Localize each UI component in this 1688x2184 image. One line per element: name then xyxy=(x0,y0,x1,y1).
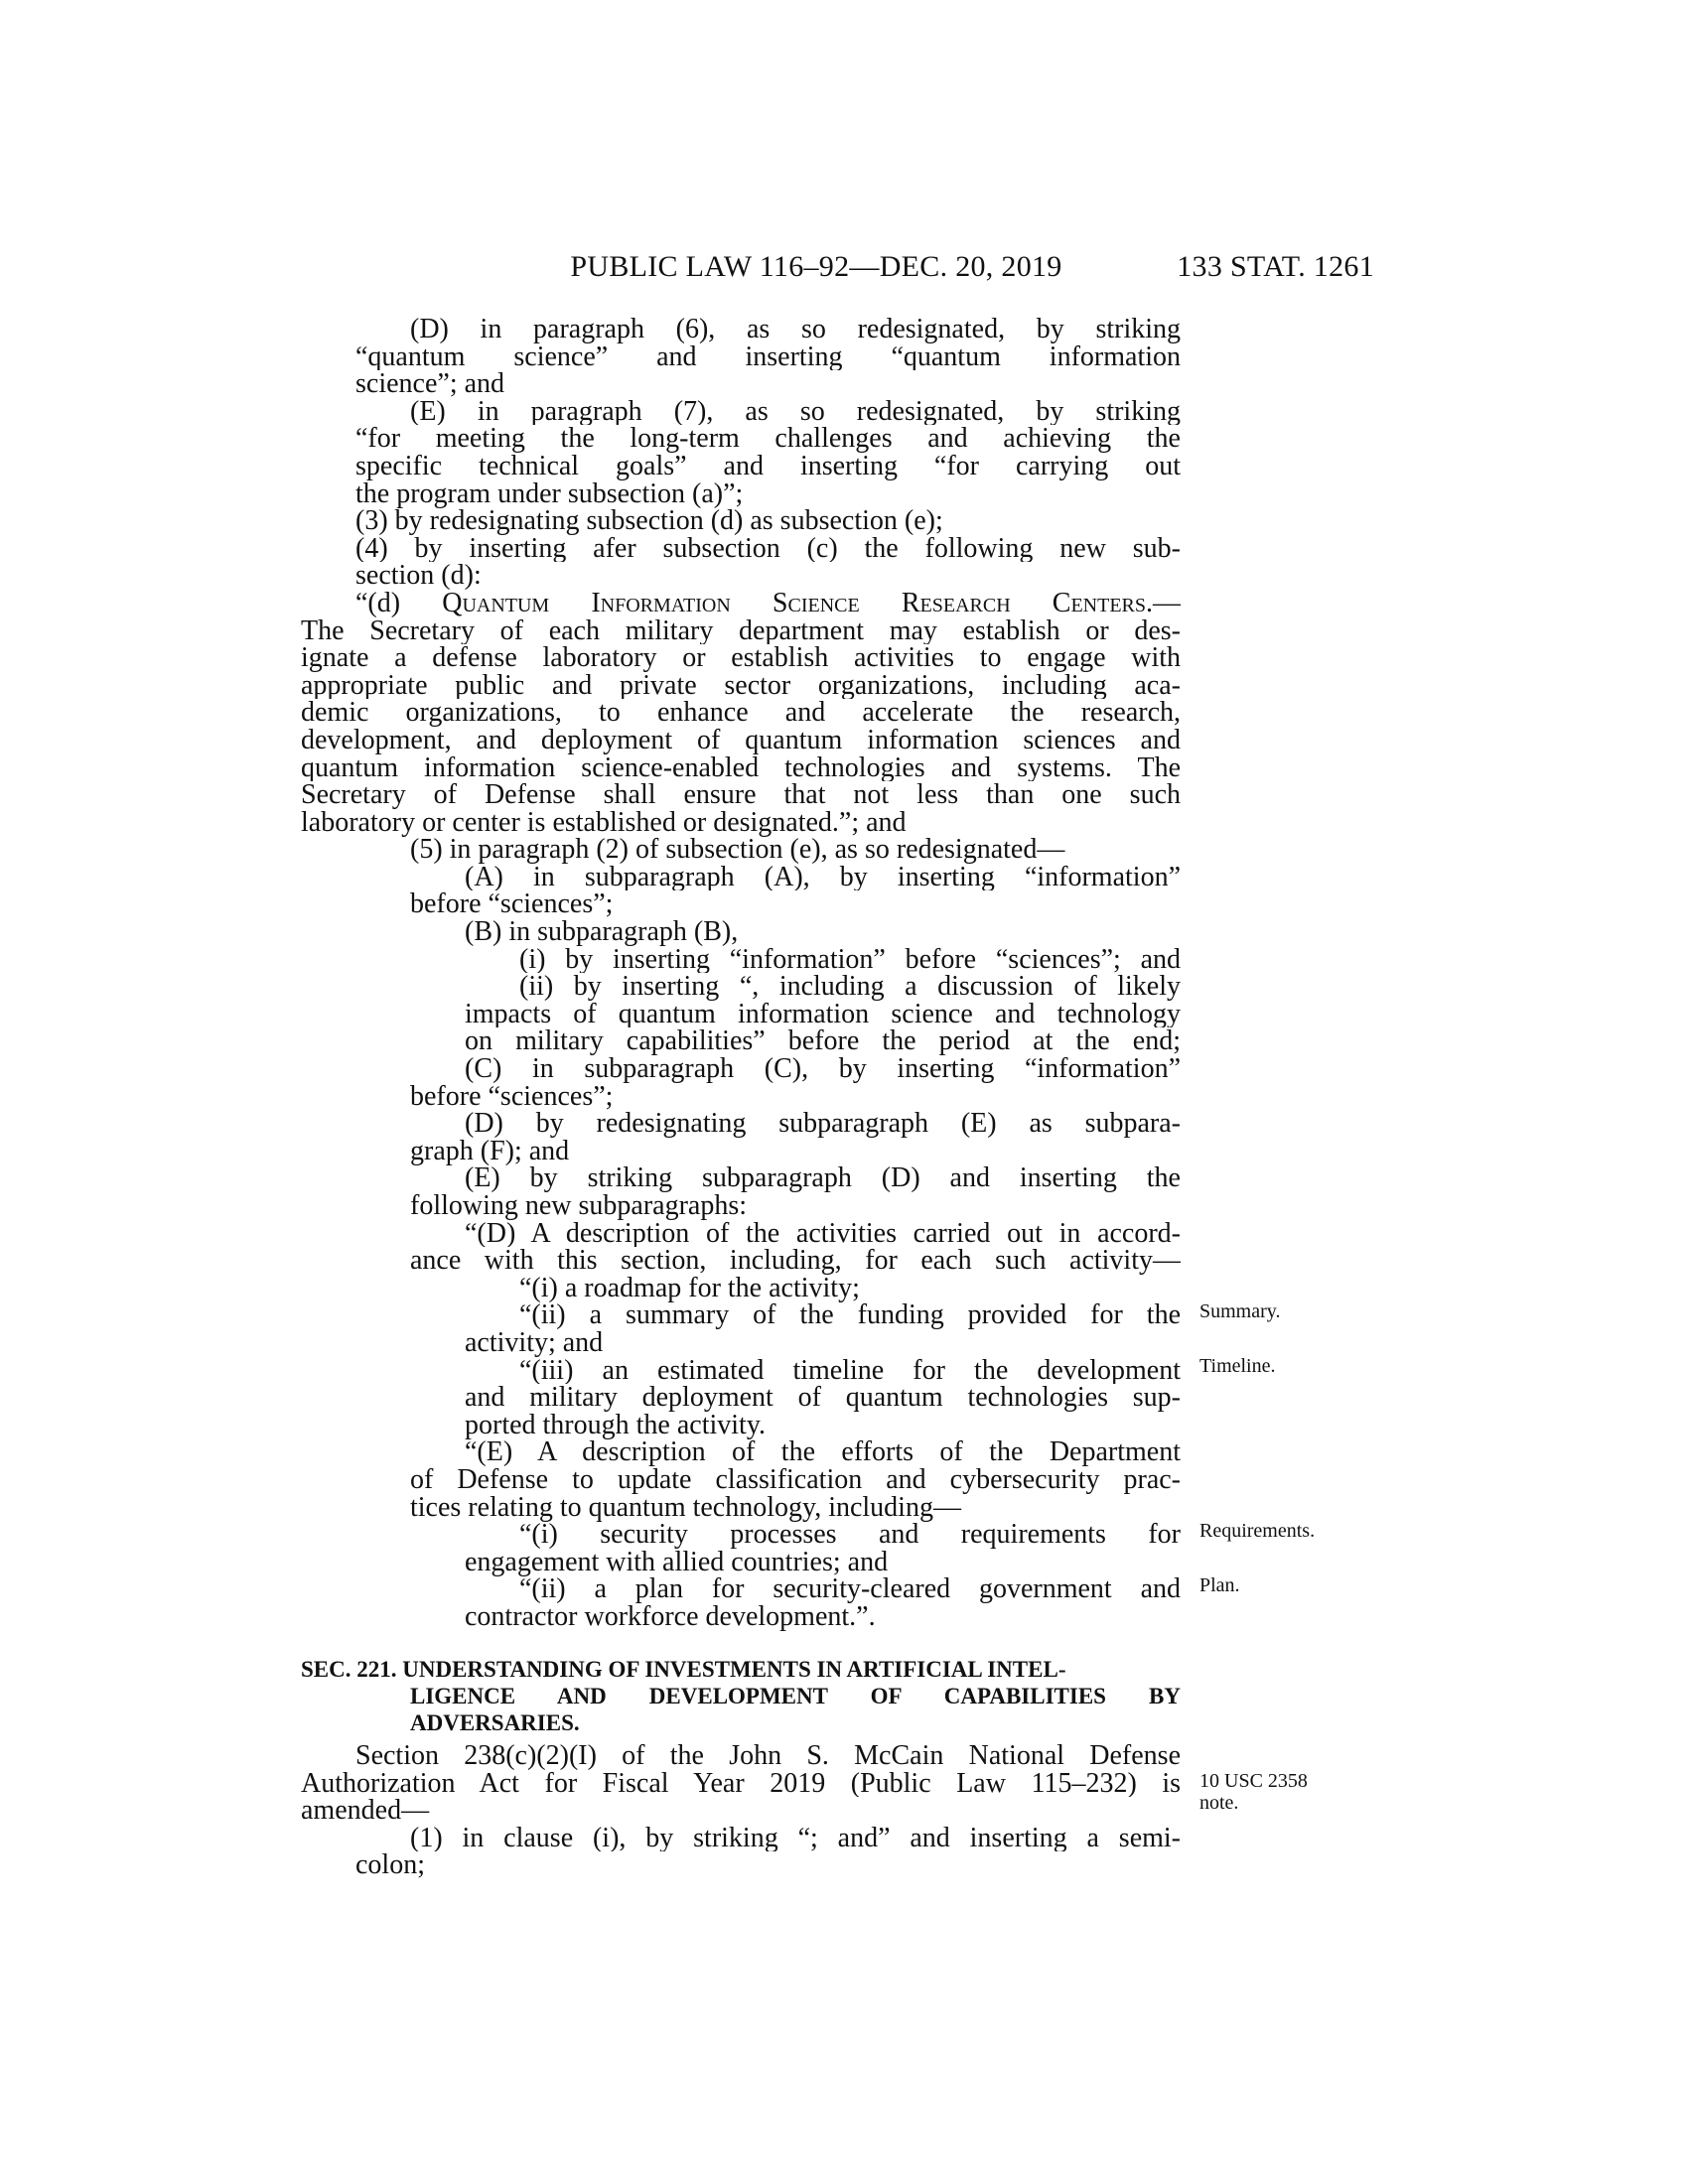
text-line: ance with this section, including, for each such activity— xyxy=(410,1247,1181,1275)
text-line: (ii) by inserting “, including a discussion of likely xyxy=(519,973,1181,1001)
section-heading-line: ADVERSARIES. xyxy=(410,1710,580,1735)
text-line: engagement with allied countries; and xyxy=(465,1546,889,1577)
text-line: (4) by inserting afer subsection (c) the following new sub- xyxy=(355,534,1181,563)
text-line: Section 238(c)(2)(I) of the John S. McCain National Defense xyxy=(355,1742,1181,1770)
section-heading-line: LIGENCE AND DEVELOPMENT OF CAPABILITIES BY xyxy=(410,1684,1181,1708)
text-line: appropriate public and private sector organizations, including aca- xyxy=(301,671,1181,700)
text-line: The Secretary of each military department may establish or des- xyxy=(301,616,1181,645)
page-reference: 133 STAT. 1261 xyxy=(1177,250,1374,283)
section-heading-line: SEC. 221. UNDERSTANDING OF INVESTMENTS IN ARTIFICIAL INTEL- xyxy=(301,1657,1066,1682)
text-line: colon; xyxy=(355,1849,425,1881)
text-line: ignate a defense laboratory or establish activities to engage with xyxy=(301,644,1181,672)
text-line: and military deployment of quantum technologies sup- xyxy=(465,1384,1181,1412)
margin-note-usc xyxy=(1199,1770,1308,1814)
text-line: “(i) security processes and requirements for xyxy=(519,1521,1181,1549)
text-line: “for meeting the long-term challenges and achieving the xyxy=(355,425,1181,453)
section-body xyxy=(301,1742,1181,1879)
text-line: of Defense to update classification and cybersecurity prac- xyxy=(410,1465,1181,1494)
text-line: (1) in clause (i), by striking “; and” and inserting a semi- xyxy=(410,1824,1181,1852)
text-line: before “sciences”; xyxy=(410,1080,614,1112)
text-line: “(ii) a plan for security-cleared government and xyxy=(519,1575,1181,1603)
text-line: section (d): xyxy=(355,560,482,592)
text-line: contractor workforce development.”. xyxy=(465,1600,876,1632)
text-line: “(iii) an estimated timeline for the development xyxy=(519,1356,1181,1385)
text-line: (D) by redesignating subparagraph (E) as subpara- xyxy=(465,1110,1181,1138)
text-line: (C) in subparagraph (C), by inserting “information” xyxy=(465,1055,1181,1083)
text-line: tices relating to quantum technology, including— xyxy=(410,1491,961,1523)
subsection-marker: “(d) xyxy=(355,589,443,617)
section-heading xyxy=(301,1656,1181,1736)
text-line: quantum information science-enabled technologies and systems. The xyxy=(301,753,1181,782)
subsection-heading-line xyxy=(301,590,1181,617)
text-line: Authorization Act for Fiscal Year 2019 (Public Law 115–232) is xyxy=(301,1769,1181,1798)
page-header xyxy=(419,250,1374,290)
text-line: demic organizations, to enhance and accelerate the research, xyxy=(301,699,1181,727)
text-line: (A) in subparagraph (A), by inserting “information” xyxy=(465,863,1181,891)
text-line: “quantum science” and inserting “quantum information xyxy=(355,342,1181,371)
text-line: “(ii) a summary of the funding provided for the xyxy=(519,1301,1181,1329)
margin-note-summary: Summary. xyxy=(1199,1300,1281,1322)
text-line: (B) in subparagraph (B), xyxy=(465,916,739,948)
text-line: before “sciences”; xyxy=(410,888,614,920)
text-line: “(D) A description of the activities carried out in accord- xyxy=(465,1219,1181,1248)
text-line: (3) by redesignating subsection (d) as subsection (e); xyxy=(355,505,943,537)
text-line: Secretary of Defense shall ensure that not less than one such xyxy=(301,781,1181,809)
usc-citation: 10 USC 2358 xyxy=(1199,1770,1308,1792)
text-line: amended— xyxy=(301,1795,430,1827)
text-line: development, and deployment of quantum information sciences and xyxy=(301,726,1181,754)
body-text xyxy=(301,316,1181,1631)
text-line: following new subparagraphs: xyxy=(410,1190,748,1221)
text-line: “(i) a roadmap for the activity; xyxy=(519,1272,860,1303)
text-line: impacts of quantum information science and technology xyxy=(465,1000,1181,1028)
running-head-title: PUBLIC LAW 116–92—DEC. 20, 2019 xyxy=(570,250,1062,283)
text-line: activity; and xyxy=(465,1326,604,1358)
text-line: science”; and xyxy=(355,368,505,400)
text-line: graph (F); and xyxy=(410,1135,570,1166)
text-line: ported through the activity. xyxy=(465,1409,766,1440)
margin-note-plan: Plan. xyxy=(1199,1574,1240,1596)
text-line: the program under subsection (a)”; xyxy=(355,478,744,509)
text-line: (E) by striking subparagraph (D) and inserting the xyxy=(465,1164,1181,1192)
text-line: (D) in paragraph (6), as so redesignated, by striking xyxy=(410,316,1181,343)
subsection-heading: Quantum Information Science Research Centers.— xyxy=(442,589,1181,617)
text-line: “(E) A description of the efforts of the Department xyxy=(465,1438,1181,1466)
text-line: specific technical goals” and inserting “for carrying out xyxy=(355,452,1181,480)
text-line: (i) by inserting “information” before “sciences”; and xyxy=(519,945,1181,974)
usc-note: note. xyxy=(1199,1792,1239,1814)
margin-note-timeline: Timeline. xyxy=(1199,1355,1276,1377)
margin-note-requirements: Requirements. xyxy=(1199,1520,1316,1542)
text-line: on military capabilities” before the period at the end; xyxy=(465,1027,1181,1056)
text-line: (5) in paragraph (2) of subsection (e), as so redesignated— xyxy=(410,834,1065,866)
text-line: (E) in paragraph (7), as so redesignated, by striking xyxy=(410,397,1181,426)
text-line: laboratory or center is established or designated.”; and xyxy=(301,806,907,838)
